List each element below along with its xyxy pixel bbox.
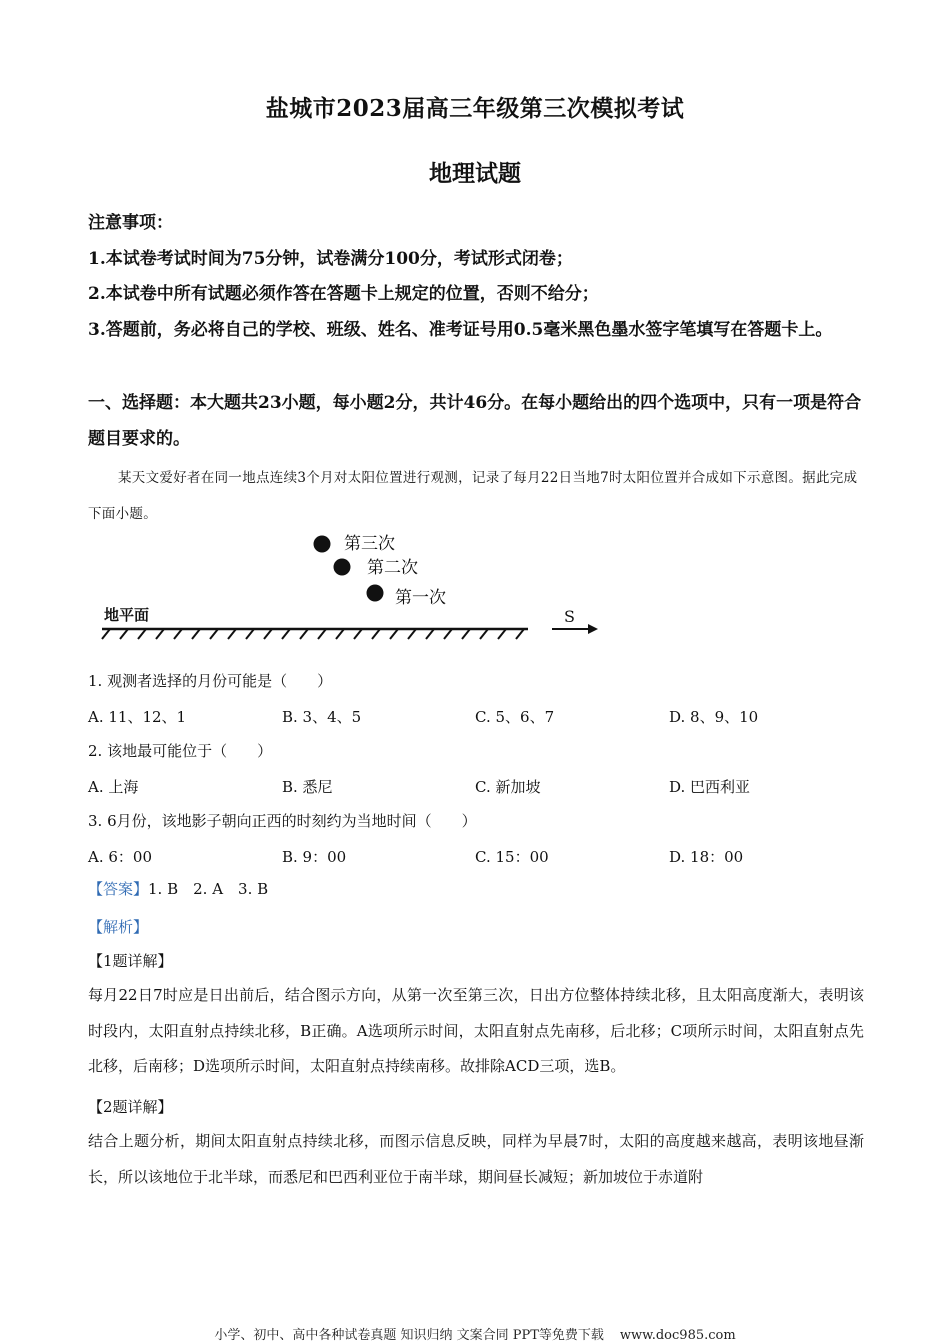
answer-tag: 【答案】 <box>88 880 149 898</box>
exam-notes <box>88 206 863 348</box>
detail-2-text: 结合上题分析，期间太阳直射点持续北移，而图示信息反映，同样为早晨7时，太阳的高度越来越高，表明该地昼渐长，所以该地位于北半球，而悉尼和巴西利亚位于南半球，期间昼长减短；新加坡位于赤道附 <box>88 1132 864 1186</box>
page-title: 盐城市2023届高三年级第三次模拟考试 <box>265 95 685 122</box>
q1-option-b: B. 3、4、5 <box>282 708 362 726</box>
q2-option-a: A. 上海 <box>88 778 139 796</box>
footer-text: 小学、初中、高中各种试卷真题 知识归纳 文案合同 PPT等免费下载 <box>214 1328 604 1343</box>
q3-option-d: D. 18：00 <box>669 848 744 866</box>
question-intro: 某天文爱好者在同一地点连续3个月对太阳位置进行观测，记录了每月22日当地7时太阳位置并合成如下示意图。据此完成下面小题。 <box>88 470 858 522</box>
footer-site: www.doc985.com <box>619 1328 736 1343</box>
note-item: 1.本试卷考试时间为75分钟，试卷满分100分，考试形式闭卷； <box>88 248 573 269</box>
q3-option-a: A. 6：00 <box>88 848 152 866</box>
sun-marker-third <box>314 536 331 553</box>
label-second: 第二次 <box>367 558 418 578</box>
question-3-stem: 3. 6月份，该地影子朝向正西的时刻约为当地时间（ ） <box>88 812 477 830</box>
q2-option-b: B. 悉尼 <box>282 778 333 796</box>
detail-2-heading: 【2题详解】 <box>88 1098 173 1116</box>
q1-option-a: A. 11、12、1 <box>88 708 187 726</box>
label-first: 第一次 <box>395 588 446 608</box>
note-item: 3.答题前，务必将自己的学校、班级、姓名、准考证号用0.5毫米黑色墨水签字笔填写在答题卡上。 <box>88 319 833 340</box>
section-heading: 一、选择题：本大题共23小题，每小题2分，共计46分。在每小题给出的四个选项中，只有一项是符合题目要求的。 <box>88 393 862 449</box>
answer-line <box>88 878 268 899</box>
sun-position-figure <box>98 528 618 650</box>
question-2-stem: 2. 该地最可能位于（ ） <box>88 742 273 760</box>
sun-marker-second <box>334 559 351 576</box>
page-footer <box>0 1324 950 1343</box>
detail-1-heading: 【1题详解】 <box>88 952 173 970</box>
ground-hatching <box>102 629 524 639</box>
notes-heading: 注意事项： <box>88 213 173 233</box>
q3-option-b: B. 9：00 <box>282 848 347 866</box>
q1-option-c: C. 5、6、7 <box>475 708 555 726</box>
q2-option-d: D. 巴西利亚 <box>669 778 751 796</box>
question-1-stem: 1. 观测者选择的月份可能是（ ） <box>88 672 333 690</box>
answer-text: 1. B 2. A 3. B <box>148 880 269 898</box>
q1-option-d: D. 8、9、10 <box>669 708 759 726</box>
south-arrowhead <box>588 624 598 634</box>
detail-1-text: 每月22日7时应是日出前后，结合图示方向，从第一次至第三次，日出方位整体持续北移，且太阳高度渐大，表明该时段内，太阳直射点持续北移，B正确。A选项所示时间，太阳直射点先南移，后北移；C项所示时间，太阳直射点先北移，后南移；D选项所示时间，太阳直射点持续南移。故排除ACD三项，选B。 <box>88 986 864 1075</box>
direction-label: S <box>564 607 575 626</box>
label-third: 第三次 <box>344 534 395 554</box>
page-subtitle: 地理试题 <box>429 160 521 187</box>
q2-option-c: C. 新加坡 <box>475 778 541 796</box>
q3-option-c: C. 15：00 <box>475 848 549 866</box>
ground-label: 地平面 <box>104 606 150 624</box>
note-item: 2.本试卷中所有试题必须作答在答题卡上规定的位置，否则不给分； <box>88 284 599 304</box>
analysis-tag: 【解析】 <box>88 918 149 936</box>
sun-marker-first <box>367 585 384 602</box>
